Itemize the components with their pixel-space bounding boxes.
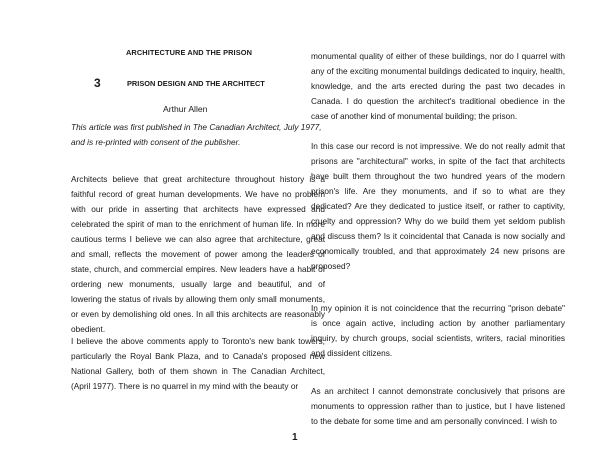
section-title: ARCHITECTURE AND THE PRISON [126,48,253,57]
paragraph: In this case our record is not impressive. We do not really admit that prisons are "architectural" works, in spite of the fact that architects have built them throughout the two hundred years of the modern prison's life. Are they monuments, and if so to what are they dedicated? Are they dedicated to justice itself, or rather to captivity, cruelty and oppression? Why do we build them yet seldom publish and discuss them? Is it coincidental that Canada is now socially and economically troubled, and that approximately 24 new prisons are proposed? [311,141,565,272]
chapter-number: 3 [94,76,101,90]
chapter-title: PRISON DESIGN AND THE ARCHITECT [127,79,265,88]
page-number: 1 [292,432,298,443]
paragraph: Architects believe that great architecture throughout history is a faithful record of great human developments. We have no problem with our pride in asserting that architects have expressed and celebrated the spirit of man to the enrichment of human life. In more cautious terms I believe we can also agree that architecture, great and small, reflects the movement of power among the leaders of state, church, and commercial empires. New leaders have a habit of ordering new monuments, usually large and beautiful, and of lowering the status of rivals by allowing them only small monuments, or even by demolishing old ones. In all this architects are reasonably obedient. [71,174,325,335]
paragraph: As an architect I cannot demonstrate conclusively that prisons are monuments to oppression rather than to justice, but I have listened to the debate for some time and am personally convinced. I wish to [311,386,565,427]
publication-note: This article was first published in The Canadian Architect, July 1977, and is re-printed with consent of the publisher. [71,122,322,147]
paragraph: I believe the above comments apply to Toronto's new bank towers, particularly the Royal Bank Plaza, and to Canada's proposed new National Gallery, both of them shown in The Canadian Architect, (April 1977). There is no quarrel in my mind with the beauty or [71,336,325,392]
paragraph: In my opinion it is not coincidence that the recurring "prison debate" is once again active, including action by another parliamentary inquiry, by church groups, social scientists, writers, racial minorities and dissident citizens. [311,303,565,359]
paragraph: monumental quality of either of these buildings, nor do I quarrel with any of the exciting monumental buildings dedicated to inquiry, health, knowledge, and the arts erected during the past two decades in Canada. I do question the architect's traditional obedience in the case of another kind of monumental building; the prison. [311,51,565,122]
author-name: Arthur Allen [163,104,208,114]
